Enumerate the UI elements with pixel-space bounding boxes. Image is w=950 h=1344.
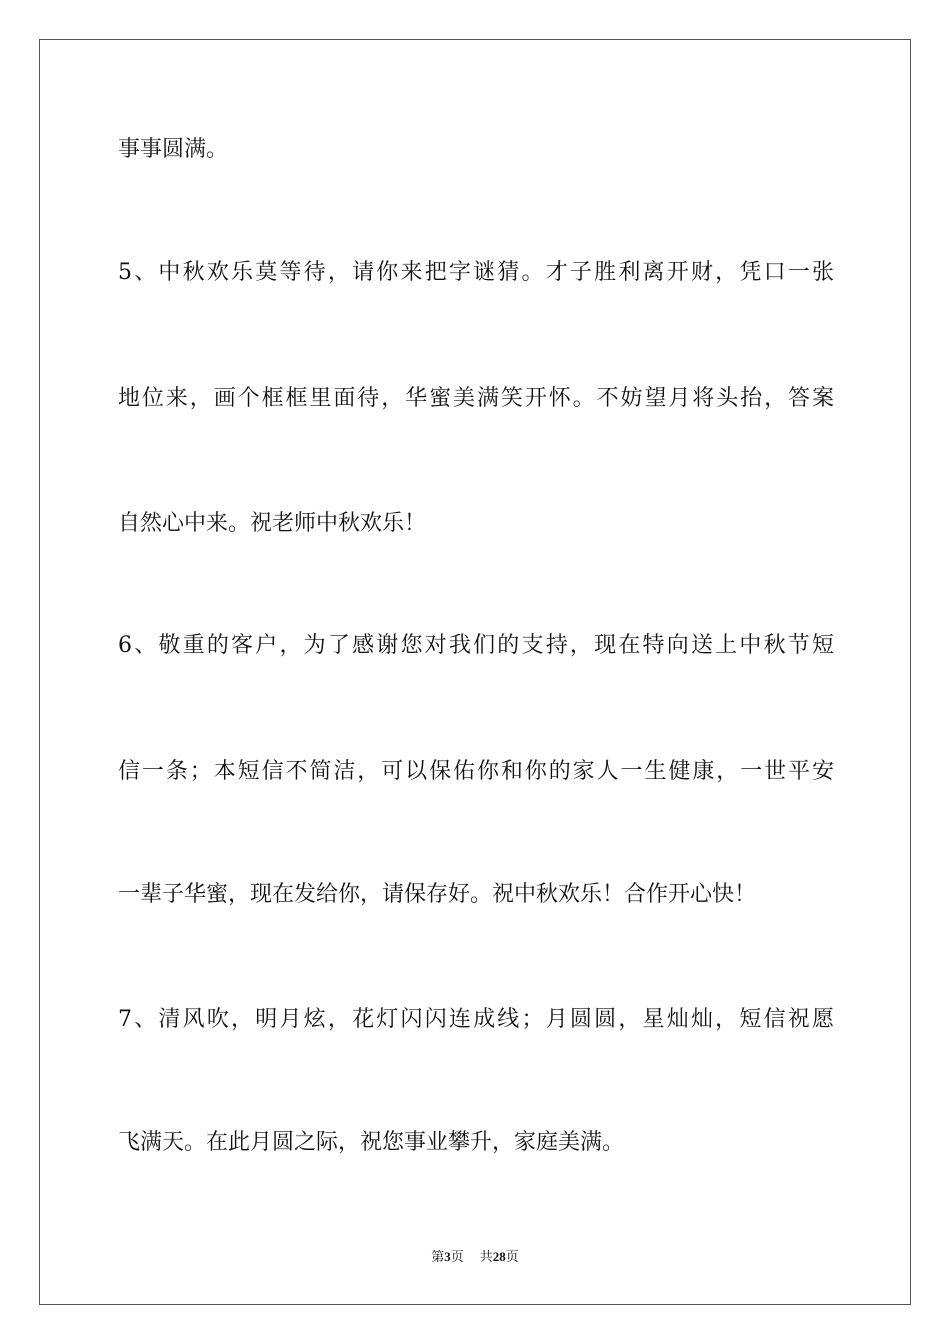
text-line: 5、中秋欢乐莫等待，请你来把字谜猜。才子胜利离开财，凭口一张 [118, 260, 834, 285]
text-line: 信一条；本短信不简洁，可以保佑你和你的家人一生健康，一世平安 [118, 759, 834, 784]
text-line: 7、清风吹，明月炫，花灯闪闪连成线；月圆圆，星灿灿，短信祝愿 [118, 1007, 834, 1032]
text-line: 地位来，画个框框里面待，华蜜美满笑开怀。不妨望月将头抬，答案 [118, 386, 834, 411]
page-prefix: 第 [431, 1249, 445, 1264]
current-page-number: 3 [444, 1249, 451, 1264]
total-suffix: 页 [505, 1249, 519, 1264]
page-footer [0, 1242, 950, 1272]
page-suffix: 页 [450, 1249, 464, 1264]
total-prefix: 共 [479, 1249, 493, 1264]
text-line: 自然心中来。祝老师中秋欢乐！ [118, 511, 427, 536]
text-line: 飞满天。在此月圆之际，祝您事业攀升，家庭美满。 [118, 1130, 625, 1155]
text-line: 一辈子华蜜，现在发给你，请保存好。祝中秋欢乐！合作开心快！ [118, 882, 757, 907]
total-page-count: 28 [492, 1249, 506, 1264]
text-line: 6、敬重的客户，为了感谢您对我们的支持，现在特向送上中秋节短 [118, 633, 834, 658]
text-line: 事事圆满。 [118, 137, 229, 162]
